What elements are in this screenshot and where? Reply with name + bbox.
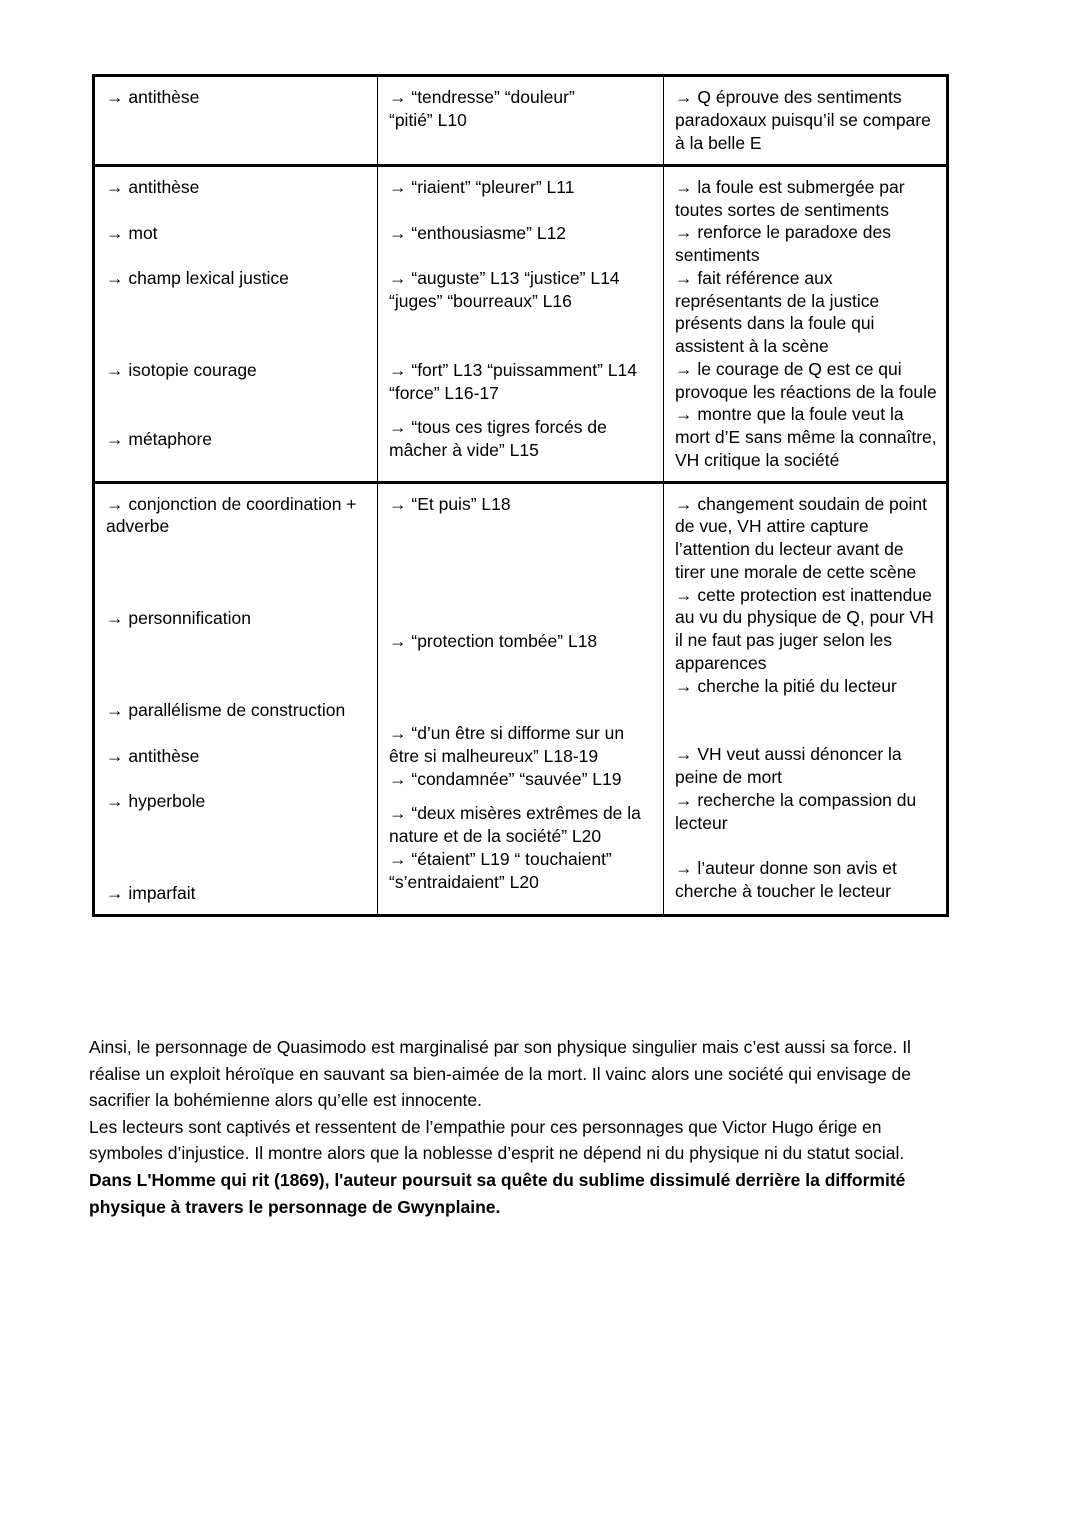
citation-entry: → “auguste” L13 “justice” L14 “juges” “bourreaux” L16: [389, 268, 620, 311]
spacer: [675, 697, 937, 743]
spacer: [106, 199, 368, 222]
citation-entry: → “tendresse” “douleur”: [389, 87, 575, 107]
procede-entry: → antithèse: [106, 745, 200, 766]
interpretation-entry: → fait référence aux représentants de la justice présents dans la foule qui assistent à la scène: [675, 267, 880, 356]
interpretation-entry: → montre que la foule veut la mort d’E sans même la connaître, VH critique la société: [675, 404, 937, 470]
procede-entry: → conjonction de coordination + adverbe: [106, 493, 357, 537]
procede-entry: → métaphore: [106, 428, 213, 449]
spacer: [106, 382, 368, 428]
citation-entry: → “riaient” “pleurer” L11: [389, 176, 575, 197]
procede-entry: → mot: [106, 222, 158, 243]
spacer: [389, 515, 654, 584]
procede-entry: → isotopie courage: [106, 360, 257, 380]
citation-entry: → “Et puis” L18: [389, 493, 511, 514]
cell-interpretation: [664, 482, 948, 915]
spacer: [106, 290, 368, 359]
citation-entry-cont: “pitié” L10: [389, 109, 467, 130]
conclusion-paragraph-3: Dans L'Homme qui rit (1869), l'auteur poursuit sa quête du sublime dissimulé derrière la difformité physique à travers le personnage de Gwynplaine.: [89, 1169, 906, 1217]
spacer: [106, 109, 368, 155]
interpretation-entry: → changement soudain de point de vue, VH attire capture l’attention du lecteur avant de tirer une morale de cette scène: [675, 493, 927, 582]
table-row: [94, 165, 948, 482]
citation-entry: → “deux misères extrêmes de la nature et de la société” L20: [389, 803, 641, 846]
spacer: [389, 199, 654, 222]
cell-interpretation: [664, 76, 948, 166]
spacer: [106, 538, 368, 607]
table-row: [94, 482, 948, 915]
cell-procede: [94, 165, 378, 482]
spacer: [389, 313, 654, 359]
procede-entry: → antithèse: [106, 176, 200, 197]
conclusion-paragraph-2: Les lecteurs sont captivés et ressentent de l’empathie pour ces personnages que Victor Hugo érige en symboles d’injustice. Il montre alors que la noblesse d’esprit ne dépend ni du physique ni du statut social.: [89, 1116, 905, 1164]
citation-entry: → “fort” L13 “puissamment” L14 “force” L16-17: [389, 359, 638, 403]
interpretation-entry: → recherche la compassion du lecteur: [675, 789, 917, 833]
procede-entry: → parallélisme de construction: [106, 699, 346, 720]
spacer: [389, 404, 654, 416]
spacer: [389, 653, 654, 722]
citation-entry: → “étaient” L19 “ touchaient” “s’entraidaient” L20: [389, 848, 612, 892]
citation-entry: → “d’un être si difforme sur un être si malheureux” L18-19: [389, 723, 625, 766]
procede-entry: → champ lexical justice: [106, 268, 289, 289]
cell-citation: [378, 482, 664, 915]
cell-citation: [378, 165, 664, 482]
interpretation-entry: → cherche la pitié du lecteur: [675, 675, 897, 696]
spacer: [389, 584, 654, 630]
interpretation-entry: → le courage de Q est ce qui provoque les réactions de la foule: [675, 358, 937, 402]
conclusion-section: [89, 1034, 957, 1220]
spacer: [389, 790, 654, 802]
citation-entry: → “enthousiasme” L12: [389, 222, 567, 243]
procede-entry: → imparfait: [106, 883, 196, 903]
interpretation-entry: → cette protection est inattendue au vu du physique de Q, pour VH il ne faut pas juger selon les apparences: [675, 584, 934, 673]
spacer: [106, 813, 368, 882]
spacer: [675, 834, 937, 857]
conclusion-paragraph-1: Ainsi, le personnage de Quasimodo est marginalisé par son physique singulier mais c’est aussi sa force. Il réalise un exploit héroïque en sauvant sa bien-aimée de la mort. Il vainc alors une société qui envisage de sacrifier la bohémienne alors qu’elle est innocente.: [89, 1037, 912, 1111]
spacer: [106, 767, 368, 790]
cell-procede: [94, 482, 378, 915]
procede-entry: → hyperbole: [106, 791, 206, 812]
procede-entry: → antithèse: [106, 87, 200, 107]
citation-entry: → “protection tombée” L18: [389, 631, 598, 652]
spacer: [106, 722, 368, 745]
table-row: [94, 76, 948, 166]
procede-entry: → personnification: [106, 608, 251, 628]
interpretation-entry: → Q éprouve des sentiments paradoxaux puisqu’il se compare à la belle E: [675, 87, 931, 153]
interpretation-entry: → l’auteur donne son avis et cherche à toucher le lecteur: [675, 858, 897, 901]
cell-citation: [378, 76, 664, 166]
spacer: [106, 244, 368, 267]
citation-entry: → “condamnée” “sauvée” L19: [389, 768, 622, 789]
interpretation-entry: → VH veut aussi dénoncer la peine de mort: [675, 744, 902, 787]
cell-procede: [94, 76, 378, 166]
interpretation-entry: → renforce le paradoxe des sentiments: [675, 222, 891, 265]
interpretation-entry: → la foule est submergée par toutes sortes de sentiments: [675, 176, 905, 220]
analysis-table: [92, 74, 949, 917]
citation-entry: → “tous ces tigres forcés de mâcher à vide” L15: [389, 417, 607, 460]
spacer: [106, 630, 368, 699]
cell-interpretation: [664, 165, 948, 482]
spacer: [389, 244, 654, 267]
